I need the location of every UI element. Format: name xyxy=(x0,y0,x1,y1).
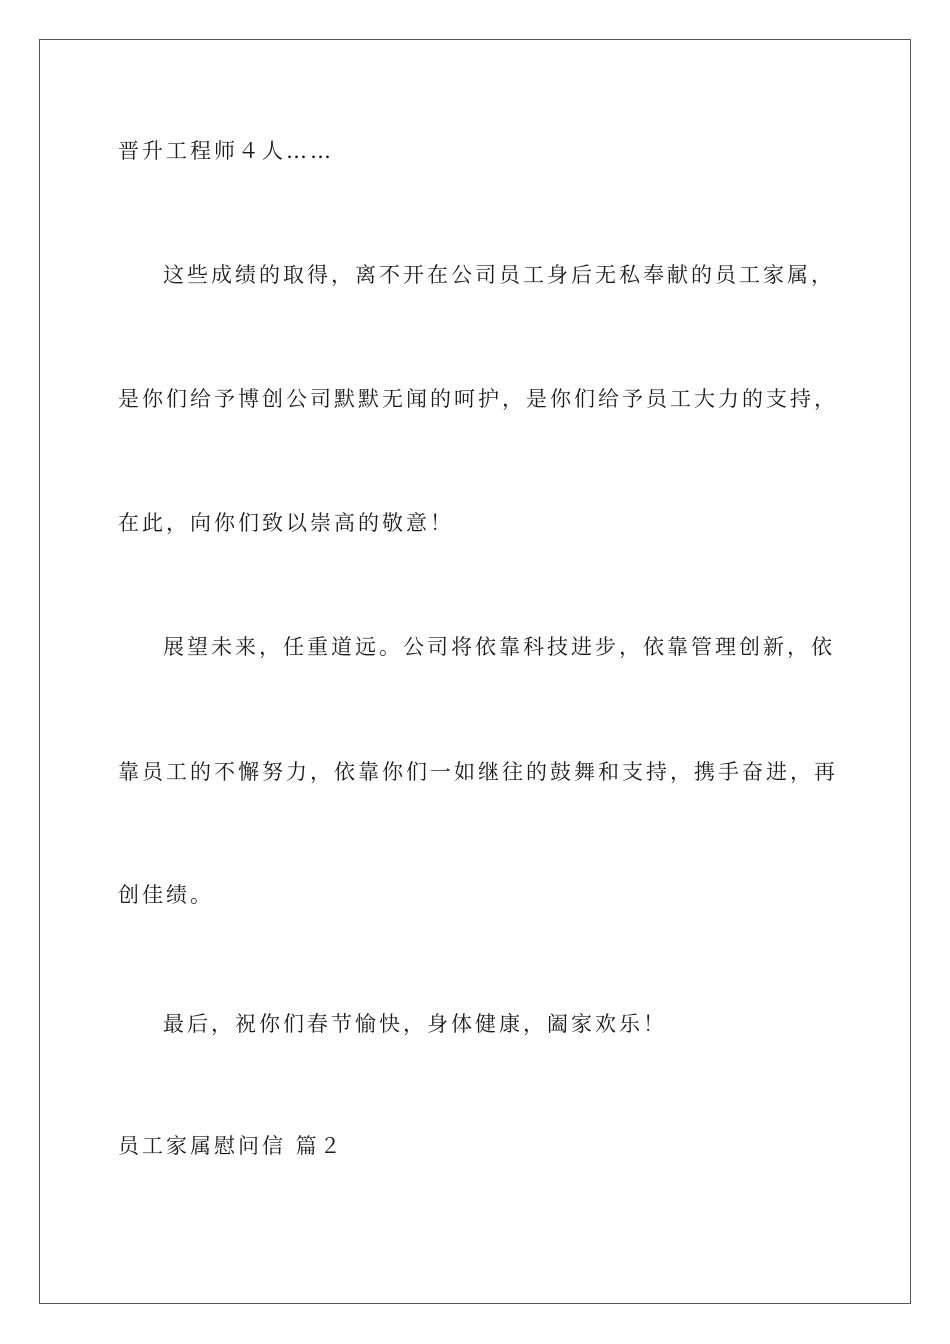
text-line-respect: 在此，向你们致以崇高的敬意！ xyxy=(118,511,454,535)
paragraph-achievements-start: 这些成绩的取得，离不开在公司员工身后无私奉献的员工家属， xyxy=(163,263,835,287)
text-line-outlook-end: 创佳绩。 xyxy=(118,883,214,907)
text-line-support: 是你们给予博创公司默默无闻的呵护，是你们给予员工大力的支持， xyxy=(118,387,838,411)
paragraph-closing-wishes: 最后，祝你们春节愉快，身体健康，阖家欢乐！ xyxy=(163,1012,667,1036)
text-line-outlook-continued: 靠员工的不懈努力，依靠你们一如继往的鼓舞和支持，携手奋进，再 xyxy=(118,760,838,784)
paragraph-outlook-start: 展望未来，任重道远。公司将依靠科技进步，依靠管理创新，依 xyxy=(163,635,835,659)
section-heading: 员工家属慰问信 篇２ xyxy=(118,1134,344,1158)
page-border xyxy=(39,39,911,1304)
text-line-promotion: 晋升工程师４人…… xyxy=(118,139,334,163)
